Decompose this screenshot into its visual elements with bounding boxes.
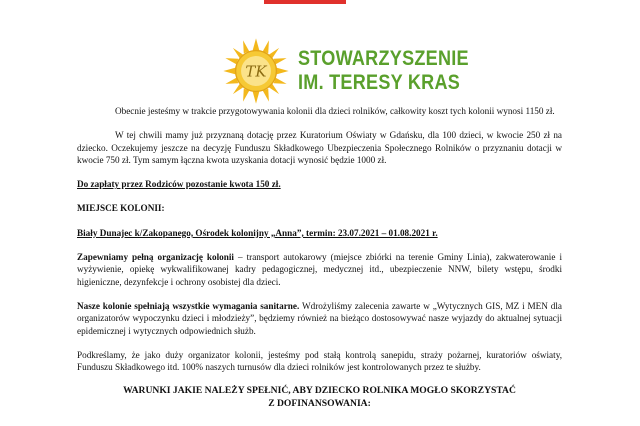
conditions-heading-line2: Z DOFINANSOWANIA: — [268, 397, 371, 409]
paragraph-sanitary — [77, 300, 562, 337]
paragraph-control: Podkreślamy, że jako duży organizator kolonii, jesteśmy pod stałą kontrolą sanepidu, straży pożarnej, kuratoriów oświaty, Funduszu Składkowego itd. 100% naszych turnusów dla dzieci rolników jest kontrolowanych przez te służby. — [77, 349, 562, 373]
organization-name-line2: IM. TERESY KRAS — [298, 71, 461, 94]
organization-name-line1: STOWARZYSZENIE — [298, 47, 469, 70]
organization-name — [298, 47, 497, 95]
organization-lead: Zapewniamy pełną organizację kolonii — [77, 252, 234, 263]
top-red-bar — [264, 0, 346, 4]
letter-body — [77, 105, 562, 410]
paragraph-subsidy: W tej chwili mamy już przyznaną dotację przez Kuratorium Oświaty w Gdańsku, dla 100 dzieci, w kwocie 250 zł na dziecko. Oczekujemy jeszcze na decyzję Funduszu Składkowego Ubezpieczenia Społecznego Rolników o przyznaniu dotacji w kwocie 750 zł. Tym samym łączna kwota uzyskania dotacji wynosić będzie 1000 zł. — [77, 130, 562, 165]
payment-note: Do zapłaty przez Rodziców pozostanie kwota 150 zł. — [77, 179, 281, 190]
logo-monogram: TK — [245, 62, 267, 81]
sun-icon — [222, 37, 290, 105]
paragraph-organization — [77, 251, 562, 288]
sanitary-lead: Nasze kolonie spełniają wszystkie wymagania sanitarne. — [77, 300, 300, 311]
organization-rest: – transport autokarowy (miejsce zbiórki na terenie Gminy Linia), zakwaterowanie i wyżywienie, opiekę wykwalifikowanej kadry pedagogicznej, medycznej itd., ubezpieczenie NNW, bilety wstępu, środki higieniczne, dezynfekcje i ochrony osobistej dla dzieci. — [77, 252, 562, 287]
location-details: Biały Dunajec k/Zakopanego, Ośrodek kolonijny „Anna”, termin: 23.07.2021 – 01.08.2021 r. — [77, 227, 438, 238]
organization-header — [222, 31, 497, 111]
location-heading: MIEJSCE KOLONII: — [77, 203, 165, 214]
conditions-heading-line1: WARUNKI JAKIE NALEŻY SPEŁNIĆ, ABY DZIECKO ROLNIKA MOGŁO SKORZYSTAĆ — [123, 385, 516, 397]
sanitary-rest: Wdrożyliśmy zalecenia zawarte w „Wytycznych GIS, MZ i MEN dla organizatorów wypoczynku dzieci i młodzieży”, będziemy również na bieżąco dostosowywać nasze wyjazdy do aktualnej sytuacji epidemicznej i wytycznych odpowiednich służb. — [77, 300, 563, 336]
paragraph-cost: Obecnie jesteśmy w trakcie przygotowywania kolonii dla dzieci rolników, całkowity koszt tych kolonii wynosi 1150 zł. — [115, 106, 555, 116]
